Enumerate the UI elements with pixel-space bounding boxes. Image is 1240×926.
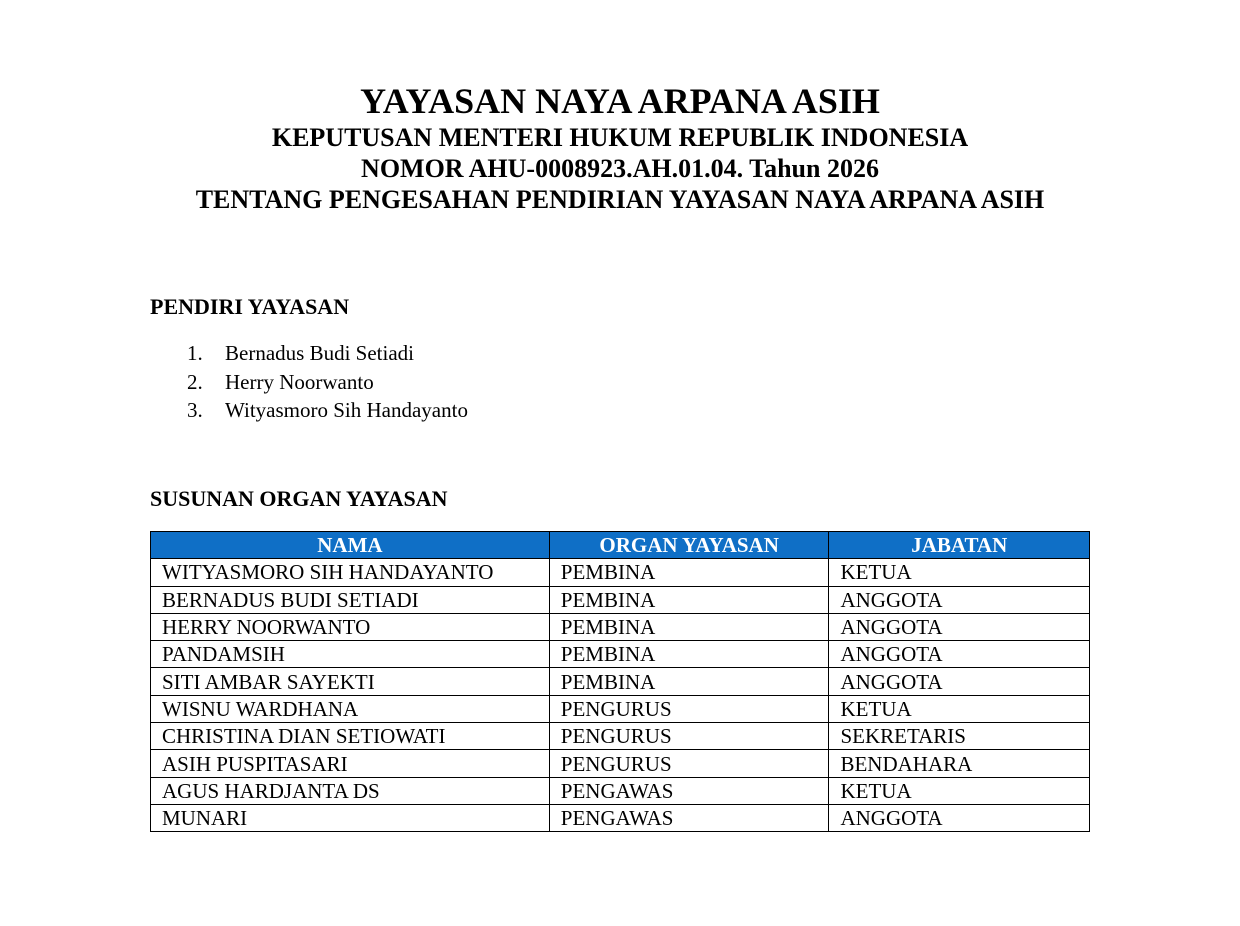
- founders-heading: PENDIRI YAYASAN: [150, 294, 350, 319]
- table-row: [151, 695, 1090, 722]
- table-row: [151, 559, 1090, 586]
- cell-organ: PENGAWAS: [549, 777, 829, 804]
- cell-organ: PEMBINA: [549, 559, 829, 586]
- table-row: [151, 641, 1090, 668]
- cell-nama: MUNARI: [151, 804, 550, 831]
- cell-organ: PEMBINA: [549, 641, 829, 668]
- cell-jabatan: KETUA: [829, 559, 1090, 586]
- cell-jabatan: ANGGOTA: [829, 586, 1090, 613]
- cell-nama: AGUS HARDJANTA DS: [151, 777, 550, 804]
- list-number: 3.: [187, 398, 203, 422]
- founders-list: [187, 339, 468, 425]
- founder-name: Herry Noorwanto: [225, 369, 374, 394]
- cell-nama: WITYASMORO SIH HANDAYANTO: [151, 559, 550, 586]
- cell-organ: PEMBINA: [549, 668, 829, 695]
- column-header-nama: NAMA: [151, 532, 550, 559]
- cell-organ: PENGAWAS: [549, 804, 829, 831]
- column-header-organ: ORGAN YAYASAN: [549, 532, 829, 559]
- cell-organ: PENGURUS: [549, 723, 829, 750]
- list-item: [187, 396, 468, 425]
- cell-jabatan: ANGGOTA: [829, 804, 1090, 831]
- cell-jabatan: KETUA: [829, 695, 1090, 722]
- cell-jabatan: BENDAHARA: [829, 750, 1090, 777]
- list-item: [187, 368, 468, 397]
- cell-organ: PEMBINA: [549, 613, 829, 640]
- cell-jabatan: ANGGOTA: [829, 641, 1090, 668]
- table-row: [151, 777, 1090, 804]
- decree-subject: TENTANG PENGESAHAN PENDIRIAN YAYASAN NAYA ARPANA ASIH: [195, 185, 1045, 214]
- cell-organ: PENGURUS: [549, 695, 829, 722]
- cell-organ: PENGURUS: [549, 750, 829, 777]
- list-number: 1.: [187, 341, 203, 365]
- list-number: 2.: [187, 369, 203, 394]
- cell-nama: CHRISTINA DIAN SETIOWATI: [151, 723, 550, 750]
- cell-nama: ASIH PUSPITASARI: [151, 750, 550, 777]
- founder-name: Bernadus Budi Setiadi: [225, 341, 414, 365]
- cell-jabatan: KETUA: [829, 777, 1090, 804]
- list-item: [187, 339, 468, 368]
- table-row: [151, 668, 1090, 695]
- cell-jabatan: SEKRETARIS: [829, 723, 1090, 750]
- table-header-row: [151, 532, 1090, 559]
- cell-nama: BERNADUS BUDI SETIADI: [151, 586, 550, 613]
- cell-nama: WISNU WARDHANA: [151, 695, 550, 722]
- table-row: [151, 723, 1090, 750]
- organ-table: [150, 531, 1090, 832]
- cell-nama: SITI AMBAR SAYEKTI: [151, 668, 550, 695]
- table-row: [151, 613, 1090, 640]
- cell-organ: PEMBINA: [549, 586, 829, 613]
- cell-jabatan: ANGGOTA: [829, 668, 1090, 695]
- table-row: [151, 804, 1090, 831]
- column-header-jabatan: JABATAN: [829, 532, 1090, 559]
- founder-name: Wityasmoro Sih Handayanto: [225, 398, 468, 422]
- cell-jabatan: ANGGOTA: [829, 613, 1090, 640]
- decree-title: KEPUTUSAN MENTERI HUKUM REPUBLIK INDONESIA: [271, 123, 969, 152]
- organs-heading: SUSUNAN ORGAN YAYASAN: [150, 486, 448, 511]
- document-header: [0, 80, 1240, 215]
- table-row: [151, 586, 1090, 613]
- cell-nama: PANDAMSIH: [151, 641, 550, 668]
- document-title: YAYASAN NAYA ARPANA ASIH: [360, 81, 880, 121]
- table-row: [151, 750, 1090, 777]
- decree-number: NOMOR AHU-0008923.AH.01.04. Tahun 2026: [361, 154, 879, 183]
- cell-nama: HERRY NOORWANTO: [151, 613, 550, 640]
